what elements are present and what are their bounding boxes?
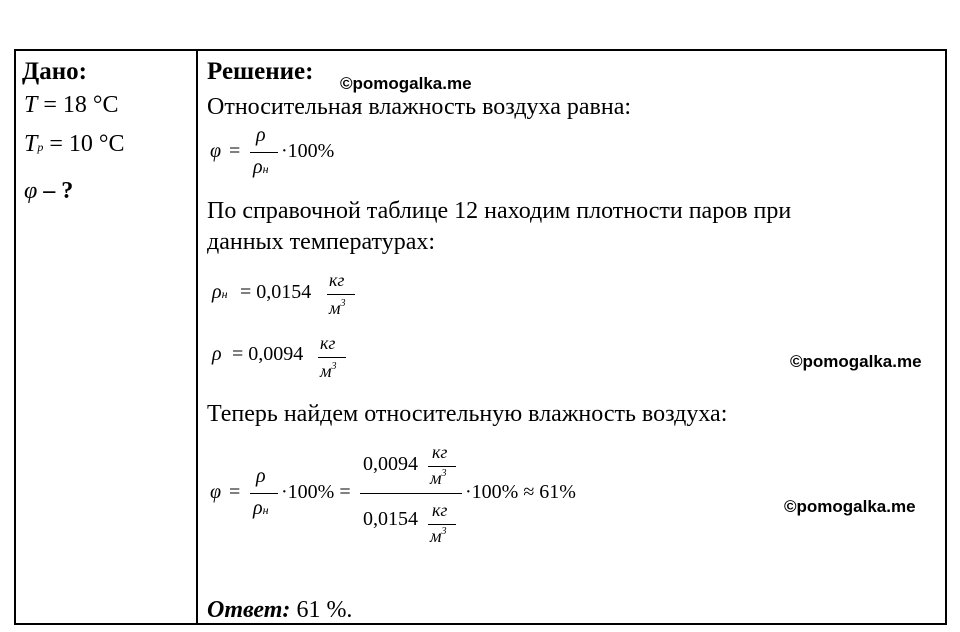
formula4-tail: ·100% ≈ 61% — [465, 481, 576, 503]
watermark: ©pomogalka.me — [790, 352, 922, 371]
given-header: Дано: — [22, 58, 87, 85]
temperature-symbol: T — [24, 92, 38, 118]
formula4-denominator-unit-bottom: $м^3$ — [430, 526, 447, 546]
formula4-lhs: φ — [210, 481, 222, 503]
formula4-numerator-unit-top: кг — [432, 442, 448, 462]
temperature-value: = 18 °C — [43, 92, 119, 118]
formula3-unit-numerator: кг — [320, 333, 336, 353]
watermark: ©pomogalka.me — [784, 497, 916, 516]
formula4-numerator: ρ — [256, 465, 266, 487]
formula3-unit-denominator: $м^3$ — [320, 361, 337, 381]
formula2-unit-bar — [327, 294, 355, 295]
formula4-numerator-value: 0,0094 — [363, 453, 418, 475]
formula4-denominator-unit-bar — [428, 524, 456, 525]
formula4-numerator-unit-bar — [428, 466, 456, 467]
answer — [207, 597, 352, 624]
watermark: ©pomogalka.me — [340, 74, 472, 93]
solution-text-2a: По справочной таблице 12 находим плотности паров при — [207, 198, 792, 224]
given-temperature — [24, 92, 119, 119]
solution-table-frame — [14, 49, 947, 625]
formula4-denominator-value: 0,0154 — [363, 508, 418, 530]
dew-point-symbol: T — [24, 131, 38, 157]
formula4-main-fraction-bar — [360, 493, 462, 494]
solution-text-2b: данных температурах: — [207, 229, 436, 255]
humidity-question: – ? — [43, 178, 74, 204]
formula4-numerator-unit-bottom: $м^3$ — [430, 468, 447, 488]
formula1-fraction-bar — [250, 152, 278, 153]
given-unknown — [24, 178, 73, 205]
given-dew-point — [24, 131, 125, 158]
formula4-fraction-bar — [250, 493, 278, 494]
dew-point-subscript: р — [37, 140, 44, 154]
solution-text-1: Относительная влажность воздуха равна: — [207, 94, 632, 120]
formula2-value: = 0,0154 — [240, 281, 312, 303]
dew-point-value: = 10 °C — [49, 131, 125, 157]
formula3-lhs: ρ — [212, 343, 222, 365]
formula3-value: = 0,0094 — [232, 343, 304, 365]
formula3-unit-bar — [318, 357, 346, 358]
formula2-unit-numerator: кг — [329, 270, 345, 290]
formula2-unit-denominator: $м^3$ — [329, 298, 346, 318]
solution-header: Решение: — [207, 58, 314, 85]
humidity-symbol: φ — [24, 178, 38, 204]
column-divider — [196, 49, 198, 625]
formula4-mid: ·100% = — [281, 481, 351, 503]
formula4-denominator-unit-top: кг — [432, 500, 448, 520]
formula1-eq: = — [229, 140, 241, 162]
answer-label: Ответ: — [207, 597, 291, 623]
formula1-tail: ·100% — [281, 140, 335, 162]
formula1-denominator: ρн — [253, 156, 269, 178]
formula1-lhs: φ — [210, 140, 222, 162]
formula4-eq: = — [229, 481, 241, 503]
solution-text-3: Теперь найдем относительную влажность воздуха: — [207, 401, 728, 427]
formula2-lhs: ρн — [212, 281, 228, 303]
formula4-denominator: ρн — [253, 497, 269, 519]
formula1-numerator: ρ — [256, 124, 266, 146]
answer-value: 61 %. — [290, 597, 353, 623]
